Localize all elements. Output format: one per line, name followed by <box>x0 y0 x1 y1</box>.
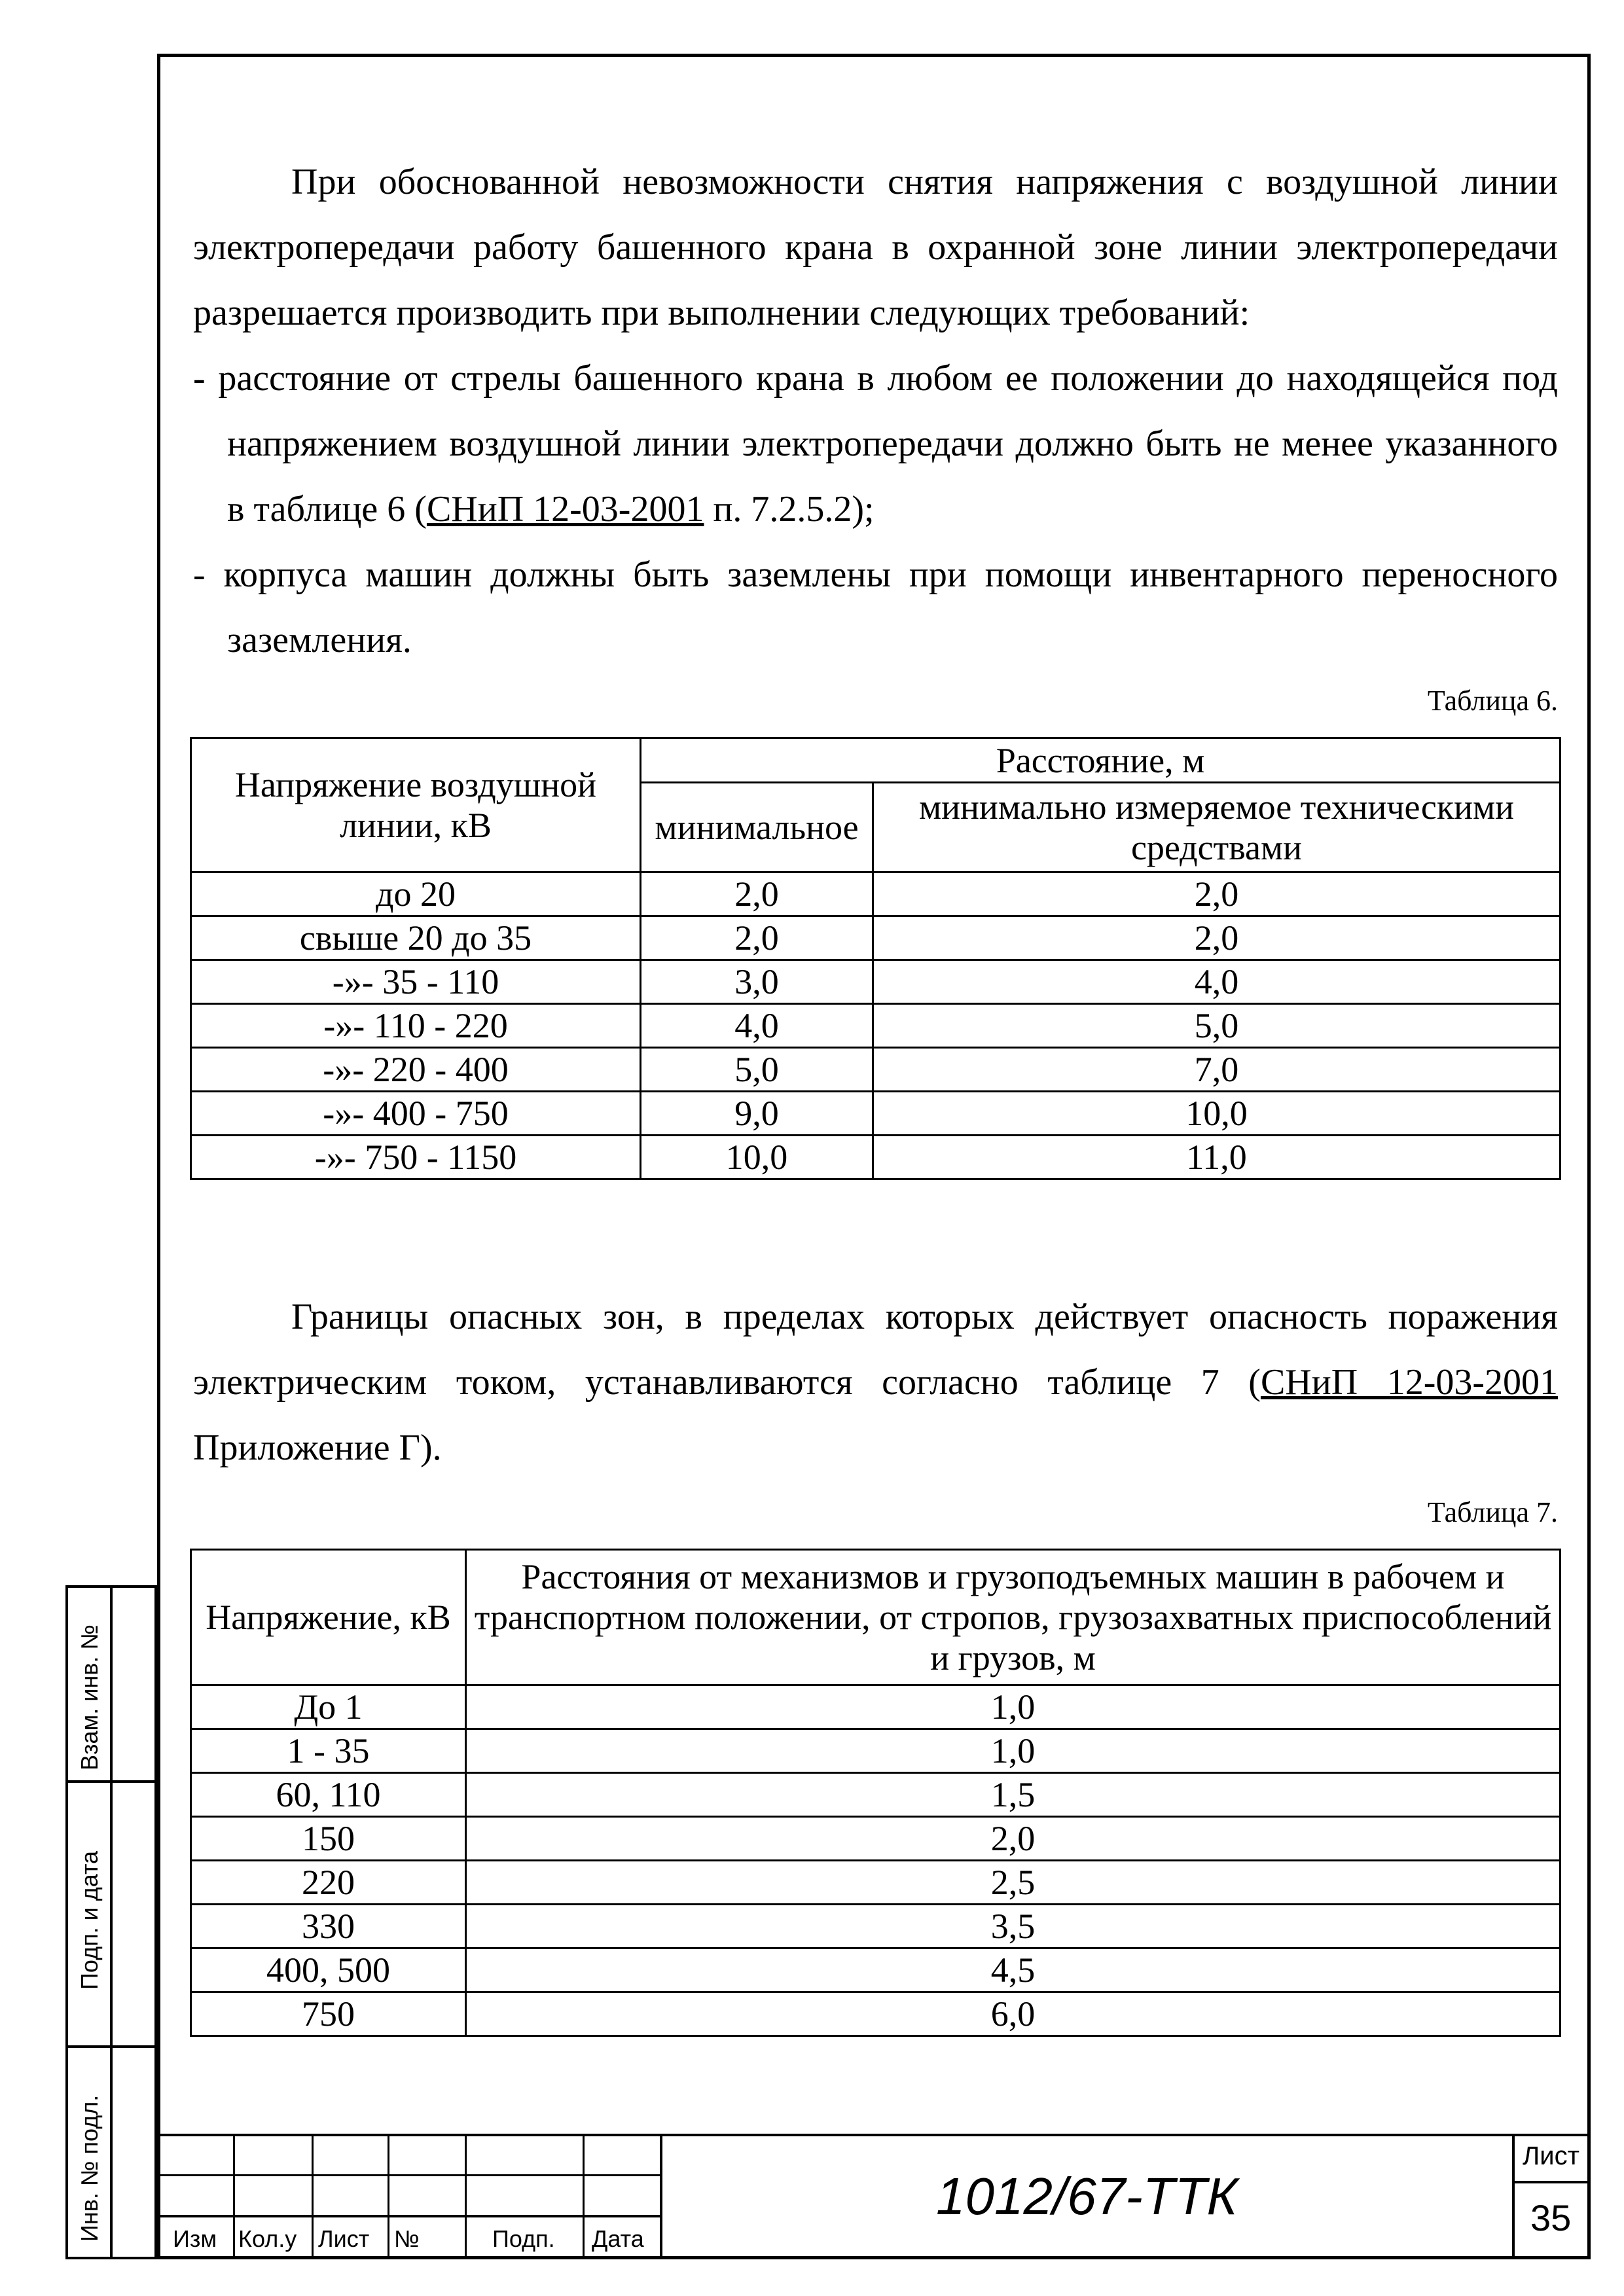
table-row: 150 2,0 <box>191 1817 1561 1861</box>
tb-col-line <box>583 2134 585 2259</box>
side-stamp-sep-1 <box>65 1780 157 1783</box>
table7-header-voltage: Напряжение, кВ <box>191 1550 466 1685</box>
table-6 <box>190 737 1561 1180</box>
table-row: 330 3,5 <box>191 1905 1561 1948</box>
table6-header-min: минимальное <box>641 783 873 872</box>
tb-sheet-line <box>1512 2181 1591 2183</box>
tb-col-line <box>312 2134 314 2259</box>
table-row: До 1 1,0 <box>191 1685 1561 1729</box>
sheet-number: 35 <box>1530 2197 1572 2238</box>
tb-col-line <box>660 2134 662 2259</box>
table6-header-voltage: Напряжение воздушной линии, кВ <box>191 738 641 872</box>
paragraph-1: При обоснованной невозможности снятия напряжения с воздушной линии электропередачи работу башенного крана в охранной зоне линии электропередачи разрешается производить при выполнении следующих требований: <box>193 162 1558 333</box>
tb-label-list: Лист <box>318 2225 370 2252</box>
tb-label-num: № <box>394 2225 420 2252</box>
tb-col-line <box>388 2134 389 2259</box>
table6-header-min-measured: минимально измеряемое техническими средствами <box>873 783 1561 872</box>
tb-sheet-label: Лист <box>1523 2142 1579 2170</box>
table-row: -»- 750 - 1150 10,0 11,0 <box>191 1136 1561 1179</box>
tb-label-data: Дата <box>592 2225 644 2252</box>
side-stamp-sep-2 <box>65 2045 157 2048</box>
tb-label-kolu: Кол.у <box>238 2225 297 2252</box>
side-label-vzam: Взам. инв. № <box>76 1624 103 1770</box>
table-row: 750 6,0 <box>191 1992 1561 2036</box>
table7-caption: Таблица 7. <box>1427 1496 1558 1528</box>
table-row: -»- 400 - 750 9,0 10,0 <box>191 1092 1561 1136</box>
table-row: 60, 110 1,5 <box>191 1773 1561 1817</box>
table6-header-distance: Расстояние, м <box>641 738 1561 783</box>
table-row: свыше 20 до 35 2,0 2,0 <box>191 916 1561 960</box>
table6-caption: Таблица 6. <box>1427 685 1558 717</box>
tb-top-line <box>157 2134 1591 2136</box>
tb-col-line <box>465 2134 467 2259</box>
table7-header-distance: Расстояния от механизмов и грузоподъемных машин в рабочем и транспортном положении, от стропов, грузозахватных приспособлений и грузов, м <box>466 1550 1561 1685</box>
table-row: до 20 2,0 2,0 <box>191 872 1561 916</box>
table-row: -»- 220 - 400 5,0 7,0 <box>191 1048 1561 1092</box>
table-row: 220 2,5 <box>191 1861 1561 1905</box>
tb-label-podp: Подп. <box>492 2225 555 2252</box>
table-row: 400, 500 4,5 <box>191 1948 1561 1992</box>
tb-col-line <box>1512 2134 1515 2259</box>
side-label-podp: Подп. и дата <box>76 1850 103 1990</box>
snip-reference-link-2[interactable]: СНиП 12-03-2001 <box>1260 1362 1559 1403</box>
snip-reference-link[interactable]: СНиП 12-03-2001 <box>426 489 704 529</box>
table-row: -»- 35 - 110 3,0 4,0 <box>191 960 1561 1004</box>
side-label-inv: Инв. № подл. <box>76 2094 103 2242</box>
document-code: 1012/67-ТТК <box>936 2167 1238 2225</box>
table-row: -»- 110 - 220 4,0 5,0 <box>191 1004 1561 1048</box>
paragraph-2: Границы опасных зон, в пределах которых действует опасность поражения электрическим током, устанавливаются согласно таблице 7 (СНиП 12-03-2001 Приложение Г). <box>193 1297 1559 1468</box>
tb-col-line <box>233 2134 235 2259</box>
table-7 <box>190 1549 1561 2037</box>
bullet-item-1: - расстояние от стрелы башенного крана в любом ее положении до находящейся под напряжением воздушной линии электропередачи должно быть не менее указанного в таблице 6 (СНиП 12-03-2001 п. 7.2.5.2); <box>193 358 1559 529</box>
tb-label-izm: Изм <box>173 2225 217 2252</box>
title-block <box>157 2134 1591 2259</box>
table-row: 1 - 35 1,0 <box>191 1729 1561 1773</box>
bullet-item-2: - корпуса машин должны быть заземлены при помощи инвентарного переносного заземления. <box>193 554 1558 660</box>
side-stamp-divider <box>110 1585 113 2259</box>
